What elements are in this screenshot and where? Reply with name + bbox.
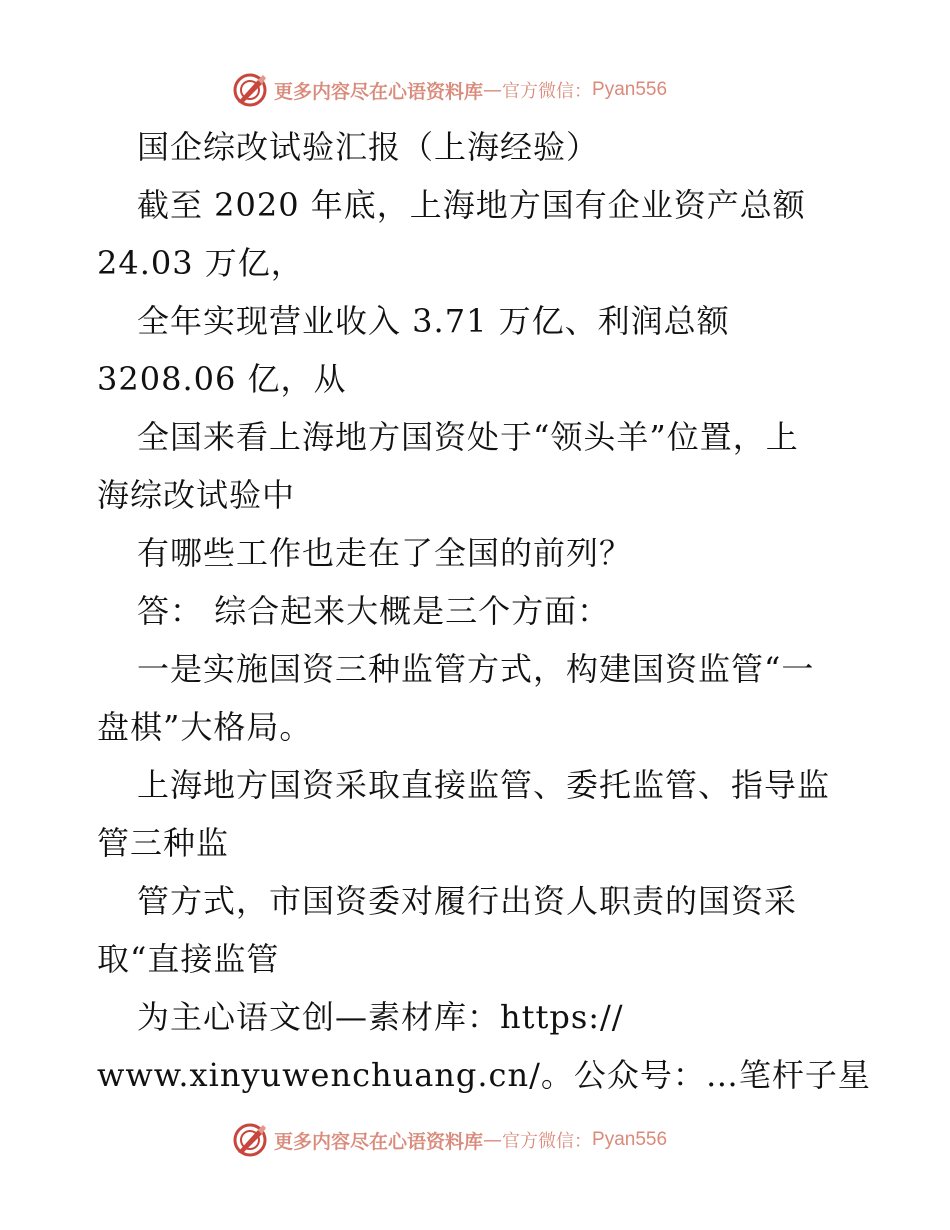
paragraph-line: www.xinyuwenchuang.cn/。公众号：…笔杆子星 [97,1056,871,1094]
banner-wechat-label: 官方微信： [502,81,593,102]
banner-dash: — [483,1129,503,1151]
paragraph-line: 24.03 万亿， [97,244,304,282]
paragraph-line: 为主心语文创—素材库：https:// [137,998,624,1036]
paragraph-line: 取“直接监管 [97,940,280,978]
paragraph-line: 管三种监 [97,824,230,862]
paragraph-line: 上海地方国资采取直接监管、委托监管、指导监 [137,766,831,804]
banner-main-text: 更多内容尽在心语资料库 [274,80,484,103]
paragraph-line: 答： 综合起来大概是三个方面： [137,592,611,630]
header-watermark-banner [232,70,667,110]
brand-logo-icon [232,72,268,108]
paragraph-line: 管方式，市国资委对履行出资人职责的国资采 [137,882,798,920]
paragraph-line: 3208.06 亿，从 [97,360,347,398]
paragraph-line: 海综改试验中 [97,476,296,514]
paragraph-line: 有哪些工作也走在了全国的前列？ [137,534,633,572]
brand-logo-icon [232,1122,268,1158]
banner-main-text: 更多内容尽在心语资料库 [274,1130,484,1153]
document-title: 国企综改试验汇报（上海经验） [137,128,600,166]
banner-wechat-id: Pyan556 [592,79,668,100]
paragraph-line: 全国来看上海地方国资处于“领头羊”位置，上 [137,418,799,456]
paragraph-line: 一是实施国资三种监管方式，构建国资监管“一 [137,650,815,688]
paragraph-line: 全年实现营业收入 3.71 万亿、利润总额 [137,302,730,340]
paragraph-line: 截至 2020 年底，上海地方国有企业资产总额 [137,186,806,224]
banner-dash: — [483,79,503,101]
paragraph-line: 盘棋”大格局。 [97,708,313,746]
banner-wechat-label: 官方微信： [502,1131,593,1152]
banner-wechat-id: Pyan556 [592,1129,668,1150]
footer-watermark-banner [232,1120,667,1160]
